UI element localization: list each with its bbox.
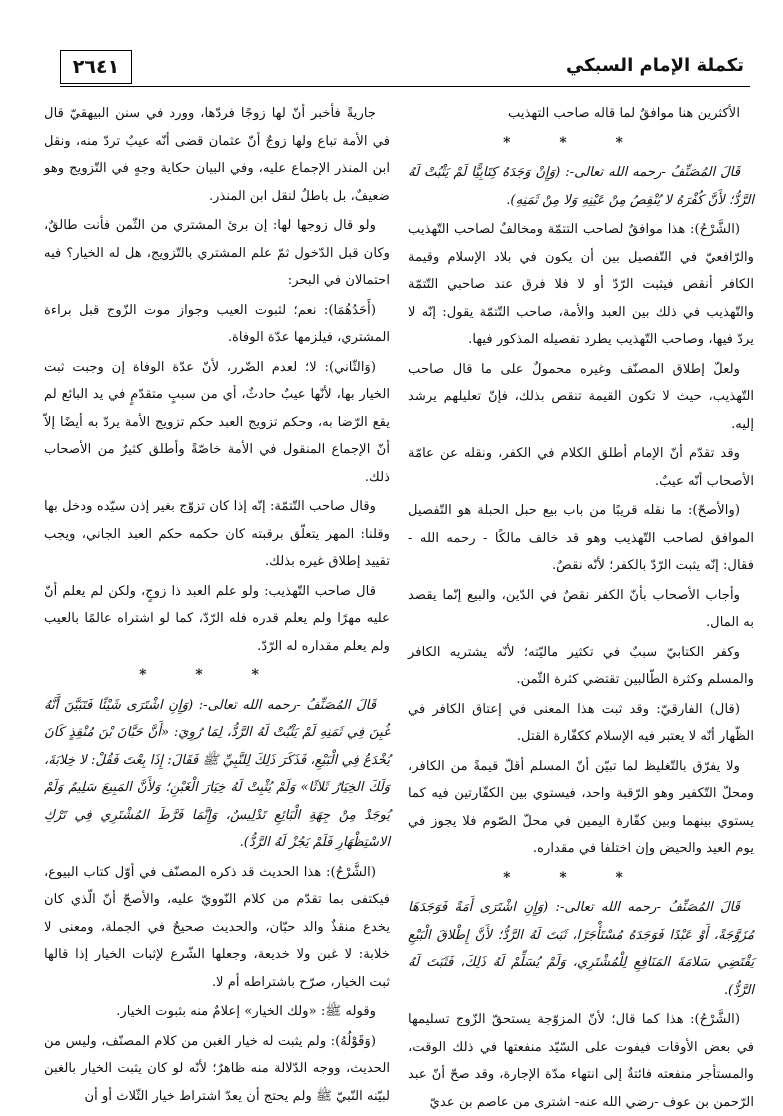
- section-separator: * * *: [503, 869, 645, 886]
- commentary-paragraph: (الشَّرْحُ): هذا الحديث قد ذكره المصنّف في أوّل كتاب البيوع، فيكتفى بما تقدّم من كلام النّوويّ عليه، والأصحّ أنّ الّذي كان يخدع منقذٌ والد حبّان، والحديث صحيحٌ في الجملة، ومعنى لا خلابة: لا غبن ولا خديعة، وجعلها الشّرع لإثبات الخيار إذا قالها ثبت الخيار، صرّح باشتراطه أم لا.: [44, 864, 390, 990]
- commentary-paragraph: وقوله ﷺ: «ولك الخيار» إعلامٌ منه بثبوت الخيار.: [116, 1004, 376, 1019]
- commentary-paragraph: ولا يفرّق بالتّغليظ لما تبيّن أنّ المسلم أقلّ قيمةً من الكافر، ومحلّ التّكفير وهو الرّقبة واحد، فيستوي بين الكفّارتين فيه كما يستوي بينهما وبين كفّارة اليمين في محلّ الصّوم فلا يجوز في يوم العيد والحيض وإن اختلفا في مقداره.: [408, 758, 754, 856]
- commentary-paragraph: ولو قال زوجها لها: إن برئ المشتري من الثّمن فأنت طالقٌ، وكان قبل الدّخول ثمّ علم المشتري بالتّزويج، هل له الخيار؟ فيه احتمالان في البحر:: [44, 218, 390, 288]
- commentary-paragraph: وقد تقدّم أنّ الإمام أطلق الكلام في الكفر، ونقله عن عامّة الأصحاب أنّه عيبٌ.: [408, 446, 754, 489]
- right-column: [408, 100, 754, 1110]
- author-quote-paragraph: قَالَ المُصَنِّفُ -رحمه الله تعالى-: (وَإِنِ اشْتَرَى شَيْئًا فَتَبَيَّنَ أَنَّهُ غُبِنَ فِي ثَمَنِهِ لَمْ يَثْبُتْ لَهُ الرَّدُّ، لِمَا رُوِيَ: «أَنَّ حَبَّانَ بْنَ مُنْقِذٍ كَانَ يُخْدَعُ فِي الْبَيْعِ، فَذَكَرَ ذَلِكَ لِلنَّبِيِّ ﷺ فَقَالَ: إِذَا بِعْتَ فَقُلْ: لا خِلابَةَ، وَلَكَ الخِيَارُ ثَلاثًا» وَلَمْ يُثْبِتْ لَهُ خِيَارَ الْغَبْنِ؛ وَلأَنَّ المَبِيعَ سَلِيمٌ وَلَمْ يُوجَدْ مِنْ جِهَةِ الْبَائِعِ تَدْلِيسٌ، وَإِنَّمَا فَرَّطَ المُشْتَرِي فِي تَرْكِ الاسْتِظْهَارِ فَلَمْ يَجُزْ لَهُ الرَّدُّ).: [44, 697, 390, 850]
- commentary-paragraph: (الشَّرْحُ): هذا موافقٌ لصاحب التتمّة ومخالفٌ لصاحب التّهذيب والرّافعيّ في التّفصيل بين أن يكون في بلاد الإسلام وقيمة الكافر أنقص فيثبت الرّدّ أو لا فلا فرق عند صاحبي التّتمّة والتّهذيب في ذلك بين العبد والأمة، صاحب التّتمّة يقول: إنّه لا يردّ فيها، وصاحب التّهذيب يطرد تفصيله المذكور فيها.: [408, 222, 754, 347]
- commentary-paragraph: (أَحَدُهُمَا): نعم؛ لثبوت العيب وجواز موت الزّوج قبل براءة المشتري، فيلزمها عدّة الوفاة.: [44, 302, 390, 345]
- commentary-paragraph: ولعلّ إطلاق المصنّف وغيره محمولٌ على ما قال صاحب التّهذيب، حيث لا تكون القيمة تنقص بذلك، فإنّ تعليلهم يرشد إليه.: [408, 361, 754, 432]
- commentary-paragraph: قال صاحب التّهذيب: ولو علم العبد ذا زوجٍ، ولكن لم يعلم أنّ عليه مهرًا ولم يعلم قدره فله الرّدّ، كما لو اشتراه عالمًا بالعيب ولم يعلم مقداره له الرّدّ.: [44, 583, 390, 654]
- commentary-paragraph: (والأصحّ): ما نقله قريبًا من باب بيع حبل الحبلة هو التّفصيل الموافق لصاحب التّهذيب وهو قد خالف مالكًا - رحمه الله - فقال: إنّه يثبت الرّدّ بالكفر؛ لأنّه نقصٌ.: [408, 503, 754, 573]
- author-quote-paragraph: قَالَ المُصَنِّفُ -رحمه الله تعالى-: (وَإِنِ اشْتَرَى أَمَةً فَوَجَدَهَا مُزَوَّجَةً، أَوْ عَبْدًا فَوَجَدَهُ مُسْتَأْجَرًا، ثَبَتَ لَهُ الرَّدُّ؛ لأَنَّ إِطْلاقَ الْبَيْعِ يَقْتَضِي سَلامَةَ المَنَافِعِ لِلْمُشْتَرِي، وَلَمْ يُسَلِّمْ لَهُ ذَلِكَ، فَثَبَتَ لَهُ الرَّدُّ).: [408, 900, 754, 998]
- commentary-paragraph: (وَالثّاني): لا؛ لعدم الضّرر، لأنّ عدّة الوفاة إن وجبت ثبت الخيار بها، لأنّها عيبٌ حادثٌ، أي من سببٍ متقدّمٍ في يد البائع لم يقع الرّضا به، وحكم تزويج العبد حكم تزويج الأمة يردّ به أيضًا إلاّ أنّ الإجماع المنقول في الأمة خاصّةً وأطلق كثيرٌ من الأصحاب ذلك.: [44, 359, 390, 485]
- commentary-paragraph: جاريةً فأخبر أنّ لها زوجًا فردّها، وورد في سنن البيهقيّ قال في الأمة تباع ولها زوجٌ أنّ عثمان قضى أنّه عيبٌ تردّ منه، ونقل ابن المنذر الإجماع عليه، وفي البيان حكاية وجهٍ في التّزويج وهو ضعيفٌ، بل باطلٌ لنقل ابن المنذر.: [44, 106, 390, 204]
- commentary-paragraph: وقال صاحب التّتمّة: إنّه إذا كان تزوّج بغير إذن سيّده ودخل بها وقلنا: المهر يتعلّق برقبته كان حكمه حكم العبد الجاني، ويجب تقييد إطلاق غيره بذلك.: [44, 499, 390, 569]
- section-separator: * * *: [503, 134, 645, 151]
- author-quote-paragraph: قَالَ المُصَنِّفُ -رحمه الله تعالى-: (وَإِنْ وَجَدَهُ كِتَابِيًّا لَمْ يَثْبُتْ لَهُ الرَّدُّ؛ لأَنَّ كُفْرَهُ لا يُنْقِصُ مِنْ عَيْنِهِ وَلا مِنْ ثَمَنِهِ).: [408, 165, 754, 208]
- commentary-paragraph: وكفر الكتابيّ سببٌ في تكثير ماليّته؛ لأنّه يشتريه الكافر والمسلم وكثرة الطّالبين تقتضي كثرة الثّمن.: [408, 644, 754, 687]
- commentary-paragraph: الأكثرين هنا موافقٌ لما قاله صاحب التهذيب: [507, 106, 740, 121]
- running-title: تكملة الإمام السبكي: [565, 55, 744, 76]
- left-column: [44, 100, 390, 1104]
- commentary-paragraph: (وَقَوْلُهُ): ولم يثبت له خيار الغبن من كلام المصنّف، وليس من الحديث، ووجه الدّلالة منه ظاهرٌ؛ لأنّه لو كان يثبت الخيار بالغبن لبيّنه النّبيّ ﷺ ولم يحتج أن يعدّ اشتراط خيار الثّلاث أو أن: [44, 1033, 390, 1104]
- commentary-paragraph: (الشَّرْحُ): هذا كما قال؛ لأنّ المزوّجة يستحقّ الزّوج تسليمها في بعض الأوقات فيفوت على السّيّد منفعتها في ذلك الوقت، والمستأجر منفعته فائتةٌ إلى انتهاء مدّة الإجارة، وقد صحّ أنّ عبد الرّحمن بن عوف -رضي الله عنه- اشترى من عاصم بن عديّ: [408, 1012, 754, 1110]
- page-number: ٢٦٤١: [60, 50, 132, 84]
- commentary-paragraph: وأجاب الأصحاب بأنّ الكفر نقصٌ في الدّين، والبيع إنّما يقصد به المال.: [408, 587, 754, 630]
- commentary-paragraph: (قال) الفارقيّ: وقد ثبت هذا المعنى في إعتاق الكافر في الظّهار أنّه لا يعتبر فيه الإسلام ككفّارة القتل.: [408, 701, 754, 744]
- page-header: [60, 48, 750, 87]
- section-separator: * * *: [139, 667, 281, 683]
